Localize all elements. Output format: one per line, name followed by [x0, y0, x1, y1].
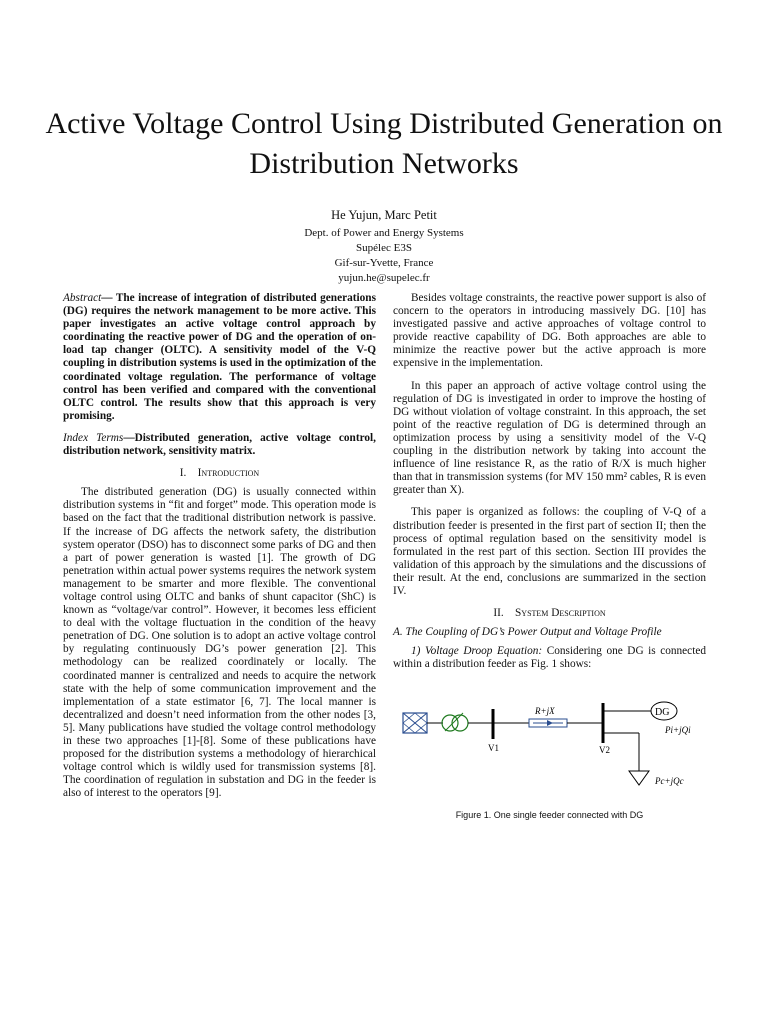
paper-authors: He Yujun, Marc Petit	[331, 208, 437, 222]
affiliation-block	[0, 226, 768, 286]
figure-1	[393, 681, 706, 821]
voltage-droop-paragraph	[393, 645, 706, 671]
dg-power-label: Pi+jQi	[665, 725, 691, 736]
paragraph: In this paper an approach of active voltage control using the regulation of DG is investigated in order to improve the hosting of DG without violation of voltage constraint. In this approach, the set point of the reactive regulation of DG is determined through an optimization process by using a sensitivity model of the V-Q coupling in the distribution network by taking into account the influence of line resistance R, as the ratio of R/X is much higher than that in transmission systems (for MV 150 mm² cables, R is even greater than X).	[393, 379, 706, 497]
section-2-number: II.	[493, 607, 504, 620]
oltc-transformer-icon	[442, 713, 468, 731]
load-power-label: Pc+jQc	[655, 776, 684, 787]
dg-label: DG	[655, 707, 670, 719]
index-terms-label: Index Terms	[63, 431, 124, 444]
right-column	[393, 292, 706, 823]
left-column	[63, 292, 376, 809]
section-2-heading	[393, 607, 706, 620]
paragraph: Besides voltage constraints, the reactive power support is also of concern to the operators in introducing massively DG. [10] has investigated passive and active approaches of voltage control to provide reactive capability of DG. Both approaches are able to minimize the reactive power but the active approach is more expensive in the implementation.	[393, 292, 706, 370]
section-1-number: I.	[179, 467, 187, 480]
abstract-text: — The increase of integration of distributed generations (DG) requires the network management to be more active. This paper investigates an active voltage control approach by coordinating the reactive power of DG and the operation of on-load tap changer (OLTC). A sensitivity model of the V-Q coupling in distribution systems is used in the optimization of the coordinated voltage regulation. The performance of voltage control has been verified and compared with the conventional OLTC control. The results show that this approach is very promising.	[63, 292, 376, 422]
section-2-title: System Description	[515, 607, 606, 620]
section-1-heading	[63, 467, 376, 480]
feeder-diagram	[393, 681, 706, 801]
section-1-title: Introduction	[197, 467, 260, 480]
grid-source-icon	[403, 713, 427, 733]
figure-1-caption: Figure 1. One single feeder connected with DG	[455, 810, 644, 821]
impedance-label: R+jX	[535, 706, 555, 717]
bus-v1-label: V1	[488, 743, 499, 754]
affiliation-email: yujun.he@supelec.fr	[338, 272, 430, 284]
voltage-droop-label: 1) Voltage Droop Equation:	[411, 645, 543, 658]
paper-title: Active Voltage Control Using Distributed Generation on Distribution Networks	[45, 107, 723, 180]
affiliation-institution: Supélec E3S	[356, 242, 412, 254]
index-terms	[63, 432, 376, 458]
abstract-label: Abstract	[63, 292, 102, 304]
affiliation-dept: Dept. of Power and Energy Systems	[304, 227, 464, 239]
load-icon	[629, 771, 649, 785]
voltage-droop-text: Considering one DG is connected within a distribution feeder as Fig. 1 shows:	[393, 645, 706, 671]
intro-paragraph: The distributed generation (DG) is usually connected within distribution systems in “fit and forget” mode. This operation mode is based on the fact that the traditional distribution network is passive. If the increase of DG affects the network safety, the distribution system operator (DSO) has to disconnect some parks of DG and then a part of power generation is wasted [1]. The growth of DG penetration within actual power systems requires the network system management to be smarter and more flexible. The conventional voltage control using OLTC and banks of shunt capacitor (ShC) is known as “voltage/var control”. However, it becomes less efficient to deal with the voltage fluctuation in the condition of the heavy penetration of DG. One solution is to adopt an active voltage control by regulating continuously DG’s power generation [2]. This methodology can be realized coordinately or locally. The coordinated manner is centralized and needs to acquire the network state with the help of some communication improvement and the implementation of a state estimator [6, 7]. The local manner is decentralized and doesn’t need information from the other nodes [3, 5]. Many publications have studied the voltage control methodology in these two approaches [1]-[8]. Some of these publications have proposed for the distribution systems a methodology of hierarchical voltage control which is wildly used for transmission systems [8]. The coordination of regulation in substation and DG in the feeder is also of interest to the operators [9].	[63, 486, 376, 800]
affiliation-location: Gif-sur-Yvette, France	[334, 257, 434, 269]
paragraph: This paper is organized as follows: the coupling of V-Q of a distribution feeder is presented in the first part of section II; then the process of optimal regulation based on the sensitivity model is formulated in the rest part of this section. Section III provides the validation of this approach by the simulations and the discussions of their result. At the end, conclusions are summarized in the section IV.	[393, 506, 706, 597]
subsection-a-heading: A. The Coupling of DG’s Power Output and Voltage Profile	[393, 626, 662, 639]
bus-v2-label: V2	[599, 745, 610, 756]
index-terms-text: —Distributed generation, active voltage control, distribution network, sensitivity matrix.	[63, 431, 377, 458]
abstract	[63, 292, 376, 423]
